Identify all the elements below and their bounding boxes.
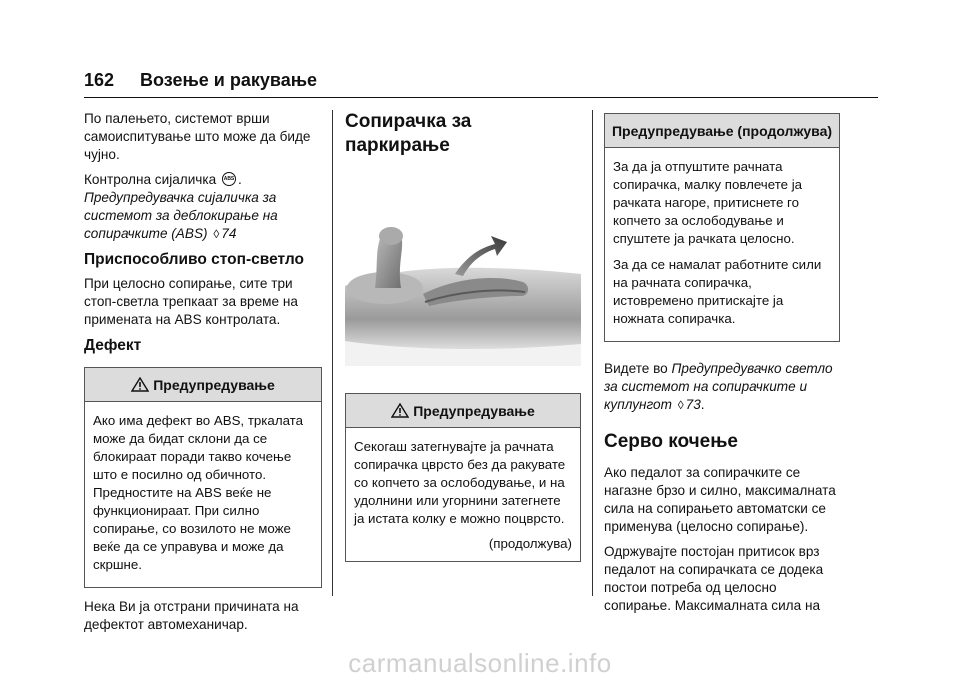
- fault-heading: Дефект: [84, 337, 142, 354]
- release-instructions: За да ја отпуштите рачната сопирачка, малку повлечете ја рачката нагоре, притиснете го копчето за ослободување и спуштете ја рачката целосно.: [613, 159, 803, 246]
- page-header: [84, 70, 878, 98]
- page-number: 162: [84, 70, 115, 90]
- foot-brake-instructions: За да се намалат работните сили на рачната сопирачка, истовремено притискајте ја ножната сопирачка.: [613, 257, 822, 326]
- brake-assist-paragraph-1: Ако педалот за сопирачките се нагазне брзо и силно, максималната сила на сопирањето автоматски се применува (целосно сопирање).: [604, 465, 836, 534]
- column-1: [84, 110, 322, 641]
- watermark: carmanualsonline.info: [348, 648, 612, 678]
- abs-light-reference-link[interactable]: Предупредувачка сијаличка за системот за деблокирање на сопирачките (ABS): [84, 190, 278, 241]
- warning-title: Предупредување: [153, 377, 275, 393]
- brake-clutch-light-link[interactable]: Предупредувачко светло за системот на сопирачките и куплунгот: [604, 361, 833, 412]
- column-3: [604, 110, 840, 622]
- abs-page-reference[interactable]: 74: [221, 226, 237, 241]
- parking-brake-illustration: [345, 216, 581, 366]
- brake-page-reference[interactable]: 73: [685, 397, 701, 412]
- parking-brake-warning-box: [345, 393, 581, 562]
- warning-body: Ако има дефект во ABS, тркалата може да бидат склони да се блокираат поради такво кочење што е посилно од обичното. Предностите на ABS веќе не функционираат. При силно сопирање, со возилото не може веќе да се управува и може да скршне.: [93, 413, 304, 572]
- section-title: Возење и ракување: [140, 70, 318, 90]
- brake-assist-heading: Серво кочење: [604, 431, 738, 452]
- column-divider: [332, 110, 333, 596]
- warning-header: [346, 394, 580, 428]
- see-prefix: Видете во: [604, 361, 668, 376]
- mechanic-paragraph: Нека Ви ја отстрани причината на дефектот автомеханичар.: [84, 599, 299, 632]
- column-divider: [592, 110, 593, 596]
- abs-light-text: Контролна сијаличка: [84, 172, 217, 187]
- abs-light-paragraph: Контролна сијаличка ABS . Предупредувачка сијаличка за системот за деблокирање на сопирачките (ABS) ◊ 74: [84, 172, 278, 241]
- adaptive-brake-light-paragraph: При целосно сопирање, сите три стоп-светла трепкаат за време на примената на ABS контролата.: [84, 276, 298, 327]
- continued-warning-box: [604, 113, 840, 342]
- page-ref-arrow-icon: ◊: [213, 227, 220, 241]
- brake-assist-paragraph-2: Одржувајте постојан притисок врз педалот на сопирачката се додека постои потреба од целосно сопирање. Максималната сила на: [604, 544, 824, 613]
- self-test-paragraph: По палењето, системот врши самоиспитување што може да биде чујно.: [84, 111, 311, 162]
- abs-fault-warning-box: [84, 367, 322, 588]
- warning-title: Предупредување: [413, 403, 535, 419]
- adaptive-brake-light-heading: Приспособливо стоп-светло: [84, 251, 304, 268]
- continued-label: (продолжува): [488, 536, 572, 551]
- warning-header: Предупредување (продолжува): [605, 114, 839, 148]
- header-rule: [84, 97, 878, 98]
- abs-warning-light-icon: ABS: [222, 172, 236, 186]
- see-suffix: .: [700, 397, 705, 412]
- see-reference-paragraph: [604, 360, 840, 414]
- warning-triangle-icon: [131, 377, 149, 392]
- warning-body: Секогаш затегнувајте ја рачната сопирачка цврсто без да ракувате со копчето за ослободување, и на удолнини или угорнини затегнете ја истата колку е можно поцврсто.: [354, 439, 566, 526]
- parking-brake-heading: Сопирачка за паркирање: [345, 111, 472, 156]
- column-2: [345, 110, 581, 572]
- warning-header: [85, 368, 321, 402]
- warning-triangle-icon: [391, 403, 409, 418]
- page-ref-arrow-icon: ◊: [677, 398, 684, 412]
